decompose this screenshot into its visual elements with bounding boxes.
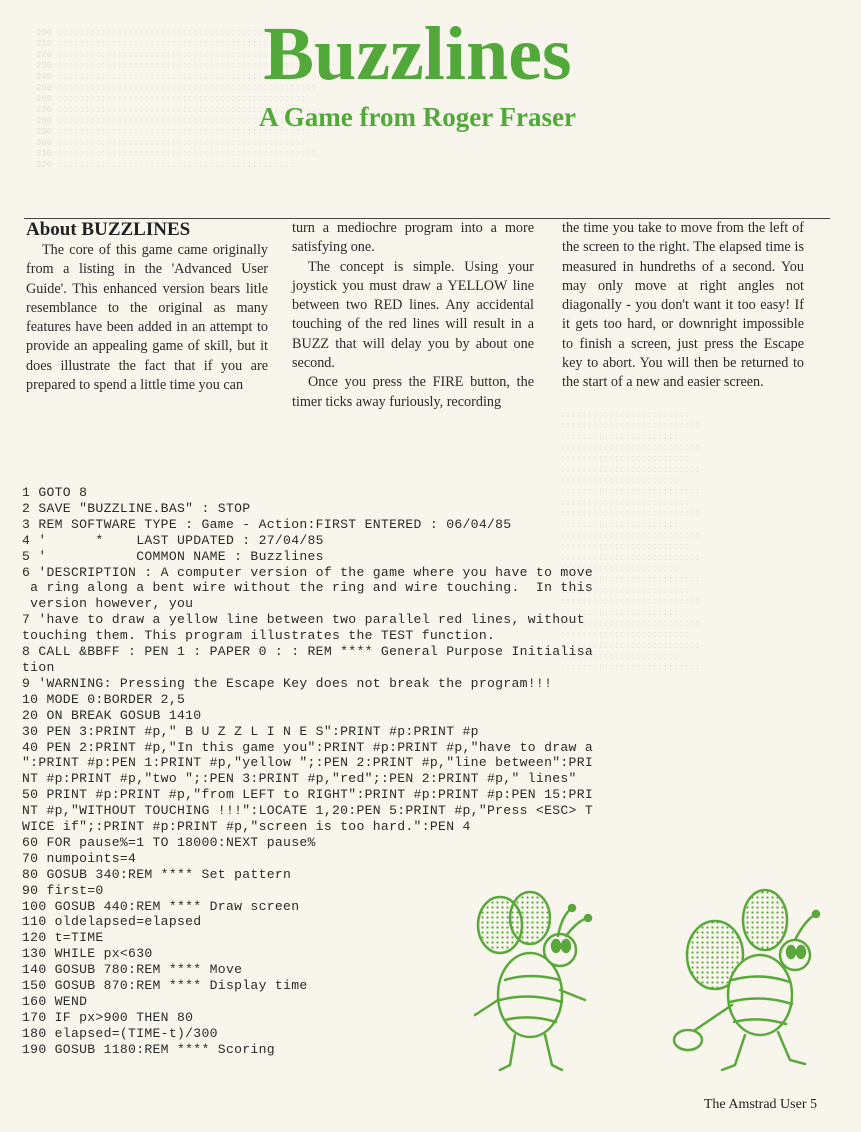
article-column-3: [562, 219, 804, 393]
code-line: 60 FOR pause%=1 TO 18000:NEXT pause%: [22, 834, 316, 850]
code-line: 8 CALL &BBFF : PEN 1 : PAPER 0 : : REM **** General Purpose Initialisa: [22, 644, 594, 660]
code-line: WICE if";:PRINT #p:PRINT #p,"screen is too hard.":PEN 4: [22, 819, 471, 835]
code-line: a ring along a bent wire without the ring and wire touching. In this: [22, 580, 594, 596]
page-footer: The Amstrad User 5: [703, 1097, 817, 1112]
code-line: 6 'DESCRIPTION : A computer version of the game where you have to move: [22, 564, 594, 580]
code-line: version however, you: [22, 596, 194, 612]
code-line: 130 WHILE px<630: [22, 946, 153, 962]
code-line: 110 oldelapsed=elapsed: [22, 914, 202, 930]
article-column-1: [26, 219, 268, 395]
code-line: 120 t=TIME: [22, 930, 104, 946]
article-paragraph: turn a mediochre program into a more satisfying one.: [292, 220, 534, 256]
code-line: 80 GOSUB 340:REM **** Set pattern: [22, 866, 292, 882]
code-line: 1 GOTO 8: [22, 485, 88, 500]
show-through-text: 200 :::::::::::::::::::::::::::::::::::::::::::: 210 :::::::::::::::::::::::::::::::::::::::::::::::: 220 :::::::::::::::::::::::::::::::::::::::::::::: 230 :::::::::::::::::::::::::::::::::::::::::::::::: 240 :::::::::::::::::::::::::::::::::::::::::::: 250 :::::::::::::::::::::::::::::::::::::::::::::::: 260 :::::::::::::::::::::::::::::::::::::::::::::: 270 :::::::::::::::::::::::::::::::::::::::::::::::: 280 :::::::::::::::::::::::::::::::::::::::::::: 290 :::::::::::::::::::::::::::::::::::::::::::::::: 300 :::::::::::::::::::::::::::::::::::::::::::::: 310 :::::::::::::::::::::::::::::::::::::::::::::::: 320 ::::::::::::::::::::::::::::::::::::::::::::: [36, 28, 317, 170]
code-line: 100 GOSUB 440:REM **** Draw screen: [22, 898, 300, 914]
code-line: 7 'have to draw a yellow line between two parallel red lines, without: [22, 612, 585, 628]
article-paragraph: The core of this game came originally from a listing in the 'Advanced User Guide'. This enhanced version bears litle resemblance to the original as many features have been added in an attempt to provide an appealing game of skill, but it does illustrate the fact that if you are prepared to spend a little time you can: [26, 242, 268, 394]
code-line: 9 'WARNING: Pressing the Escape Key does not break the program!!!: [22, 675, 553, 691]
code-line: 160 WEND: [22, 994, 88, 1009]
code-line: 4 ' * LAST UPDATED : 27/04/85: [22, 532, 324, 548]
code-line: tion: [22, 659, 55, 675]
code-line: 2 SAVE "BUZZLINE.BAS" : STOP: [22, 500, 251, 516]
code-line: 170 IF px>900 THEN 80: [22, 1009, 194, 1025]
article-paragraph: Once you press the FIRE button, the timer ticks away furiously, recording: [292, 374, 534, 410]
code-line: NT #p:PRINT #p,"two ";:PEN 3:PRINT #p,"red";:PEN 2:PRINT #p," lines": [22, 771, 577, 787]
code-line: 10 MODE 0:BORDER 2,5: [22, 691, 186, 707]
code-line: 90 first=0: [22, 882, 104, 898]
code-line: 3 REM SOFTWARE TYPE : Game - Action:FIRST ENTERED : 06/04/85: [22, 516, 512, 532]
article-heading: About BUZZLINES: [26, 219, 191, 240]
page-title: Buzzlines: [263, 12, 572, 96]
show-through-text-2: :::::::::::::::::::::::: :::::::::::::::::::::::::: :::::::::::::::::::::: :::::::::::::::::::::::::: :::::::::::::::::::::::: :::::::::::::::::::::::::: :::::::::::::::::::::: :::::::::::::::::::::::::: :::::::::::::::::::::::: :::::::::::::::::::::::::: :::::::::::::::::::::: :::::::::::::::::::::::::: :::::::::::::::::::::::: :::::::::::::::::::::::::: :::::::::::::::::::::: :::::::::::::::::::::::::: :::::::::::::::::::::::: :::::::::::::::::::::::::: :::::::::::::::::::::: :::::::::::::::::::::::::: :::::::::::::::::::::::: :::::::::::::::::::::::::: :::::::::::::::::::::: ::::::::::::::::::::::::::: [560, 410, 701, 673]
code-line: 5 ' COMMON NAME : Buzzlines: [22, 548, 324, 564]
page-subtitle: A Game from Roger Fraser: [259, 102, 576, 132]
code-line: 140 GOSUB 780:REM **** Move: [22, 962, 243, 978]
article-paragraph: The concept is simple. Using your joystick you must draw a YELLOW line between two RED lines. Any accidental touching of the red lines will result in a BUZZ that will delay you by about one second.: [292, 258, 534, 372]
code-line: 20 ON BREAK GOSUB 1410: [22, 707, 202, 723]
code-line: ":PRINT #p:PEN 1:PRINT #p,"yellow ";:PEN 2:PRINT #p,"line between":PRI: [22, 755, 594, 771]
code-line: 40 PEN 2:PRINT #p,"In this game you":PRINT #p:PRINT #p,"have to draw a: [22, 739, 594, 755]
code-line: touching them. This program illustrates the TEST function.: [22, 628, 496, 644]
code-line: 150 GOSUB 870:REM **** Display time: [22, 978, 308, 994]
bee-cartoon-icon: [460, 880, 840, 1080]
code-line: 180 elapsed=(TIME-t)/300: [22, 1025, 218, 1041]
article-paragraph: the time you take to move from the left of the screen to the right. The elapsed time is measured in hundreths of a second. You may only move at right angles not diagonally - you don't want it too easy! If it gets too hard, or downright impossible to finish a screen, just press the Escape key to abort. You will then be returned to the start of a new and easier screen.: [562, 220, 804, 391]
article-column-2: [292, 219, 534, 412]
code-line: 50 PRINT #p:PRINT #p,"from LEFT to RIGHT":PRINT #p:PRINT #p:PEN 15:PRI: [22, 787, 594, 803]
code-line: 70 numpoints=4: [22, 850, 137, 866]
code-line: 190 GOSUB 1180:REM **** Scoring: [22, 1041, 275, 1057]
code-line: NT #p,"WITHOUT TOUCHING !!!":LOCATE 1,20:PEN 5:PRINT #p,"Press <ESC> T: [22, 803, 594, 819]
code-line: 30 PEN 3:PRINT #p," B U Z Z L I N E S":PRINT #p:PRINT #p: [22, 723, 479, 739]
